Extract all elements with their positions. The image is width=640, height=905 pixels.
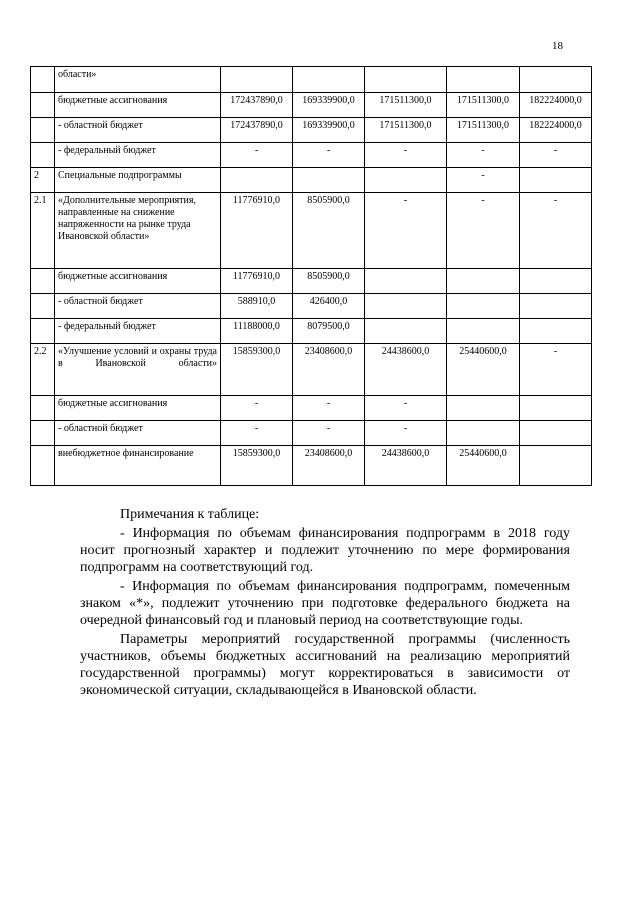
value-cell: - [293, 421, 365, 446]
value-cell [221, 67, 293, 93]
table-row [31, 446, 592, 486]
row-number-cell [31, 396, 55, 421]
table-row [31, 93, 592, 118]
table-row [31, 143, 592, 168]
table-row [31, 118, 592, 143]
value-cell: 171511300,0 [365, 93, 447, 118]
value-cell: - [221, 421, 293, 446]
value-cell: - [520, 193, 592, 269]
note-paragraph-2: - Информация по объемам финансирования подпрограмм, помеченным знаком «*», подлежит уточнению при подготовке федерального бюджета на очередной финансовый год и плановый период на соответствующие годы. [80, 579, 570, 628]
row-name-cell: - областной бюджет [55, 118, 221, 143]
table-row [31, 319, 592, 344]
value-cell: - [365, 396, 447, 421]
table-row [31, 67, 592, 93]
value-cell: - [447, 143, 520, 168]
value-cell: 172437890,0 [221, 118, 293, 143]
value-cell: 8505900,0 [293, 269, 365, 294]
value-cell: - [365, 193, 447, 269]
value-cell [365, 294, 447, 319]
value-cell [520, 421, 592, 446]
value-cell: 169339900,0 [293, 118, 365, 143]
value-cell: 23408600,0 [293, 344, 365, 396]
note-paragraph-3: Параметры мероприятий государственной программы (численность участников, объемы бюджетных ассигнований на реализацию мероприятий государственной программы) могут корректироваться в зависимости от экономической ситуации, складывающейся в Ивановской области. [80, 632, 570, 698]
table-row [31, 193, 592, 269]
row-number-cell [31, 67, 55, 93]
value-cell: 8505900,0 [293, 193, 365, 269]
value-cell: - [447, 193, 520, 269]
row-name-cell: бюджетные ассигнования [55, 93, 221, 118]
table-row [31, 396, 592, 421]
row-number-cell: 2.1 [31, 193, 55, 269]
row-name-cell: - федеральный бюджет [55, 319, 221, 344]
value-cell [520, 67, 592, 93]
value-cell: - [293, 396, 365, 421]
row-name-cell: - федеральный бюджет [55, 143, 221, 168]
value-cell [447, 421, 520, 446]
value-cell [221, 168, 293, 193]
notes-heading: Примечания к таблице: [120, 507, 260, 522]
note-paragraph-1: - Информация по объемам финансирования подпрограмм в 2018 году носит прогнозный характер и подлежит уточнению по мере формирования подпрограмм на соответствующий год. [80, 526, 570, 575]
value-cell: 11776910,0 [221, 269, 293, 294]
value-cell: 182224000,0 [520, 93, 592, 118]
row-name-cell: области» [55, 67, 221, 93]
page-number: 18 [552, 40, 563, 52]
value-cell [447, 294, 520, 319]
value-cell: 15859300,0 [221, 344, 293, 396]
value-cell [365, 269, 447, 294]
value-cell: 8079500,0 [293, 319, 365, 344]
row-name-cell: бюджетные ассигнования [55, 269, 221, 294]
notes-section [80, 506, 570, 701]
value-cell: - [520, 344, 592, 396]
row-name-cell: внебюджетное финансирование [55, 446, 221, 486]
value-cell [447, 67, 520, 93]
value-cell: 24438600,0 [365, 446, 447, 486]
value-cell [520, 319, 592, 344]
table-row [31, 344, 592, 396]
value-cell: 24438600,0 [365, 344, 447, 396]
table-row [31, 421, 592, 446]
value-cell: 23408600,0 [293, 446, 365, 486]
value-cell: 11776910,0 [221, 193, 293, 269]
value-cell: - [221, 143, 293, 168]
value-cell [520, 446, 592, 486]
row-name-cell: - областной бюджет [55, 421, 221, 446]
value-cell [520, 168, 592, 193]
table-row [31, 168, 592, 193]
value-cell: 426400,0 [293, 294, 365, 319]
value-cell: 25440600,0 [447, 344, 520, 396]
value-cell: 11188000,0 [221, 319, 293, 344]
row-name-cell: Специальные подпрограммы [55, 168, 221, 193]
value-cell [293, 67, 365, 93]
row-number-cell [31, 319, 55, 344]
value-cell: 171511300,0 [365, 118, 447, 143]
value-cell: - [520, 143, 592, 168]
table-row [31, 294, 592, 319]
value-cell [447, 319, 520, 344]
value-cell: - [365, 143, 447, 168]
value-cell [447, 396, 520, 421]
row-number-cell [31, 294, 55, 319]
value-cell: 25440600,0 [447, 446, 520, 486]
value-cell: - [447, 168, 520, 193]
row-name-cell: - областной бюджет [55, 294, 221, 319]
value-cell [293, 168, 365, 193]
row-number-cell: 2 [31, 168, 55, 193]
value-cell: 588910,0 [221, 294, 293, 319]
value-cell: - [365, 421, 447, 446]
value-cell [520, 269, 592, 294]
value-cell: - [293, 143, 365, 168]
financing-table [30, 66, 592, 486]
row-name-cell: «Дополнительные мероприятия, направленные на снижение напряженности на рынке труда Ивановской области» [55, 193, 221, 269]
value-cell: 182224000,0 [520, 118, 592, 143]
value-cell [365, 168, 447, 193]
value-cell [365, 67, 447, 93]
row-number-cell [31, 118, 55, 143]
row-number-cell [31, 446, 55, 486]
row-name-cell: бюджетные ассигнования [55, 396, 221, 421]
value-cell: - [221, 396, 293, 421]
value-cell: 171511300,0 [447, 118, 520, 143]
value-cell [520, 294, 592, 319]
row-name-cell: «Улучшение условий и охраны труда в Ивановской области» [55, 344, 221, 396]
row-number-cell [31, 93, 55, 118]
value-cell: 171511300,0 [447, 93, 520, 118]
row-number-cell [31, 143, 55, 168]
row-number-cell: 2.2 [31, 344, 55, 396]
value-cell: 172437890,0 [221, 93, 293, 118]
table-row [31, 269, 592, 294]
value-cell [447, 269, 520, 294]
value-cell: 169339900,0 [293, 93, 365, 118]
row-number-cell [31, 421, 55, 446]
value-cell [365, 319, 447, 344]
value-cell: 15859300,0 [221, 446, 293, 486]
row-number-cell [31, 269, 55, 294]
value-cell [520, 396, 592, 421]
